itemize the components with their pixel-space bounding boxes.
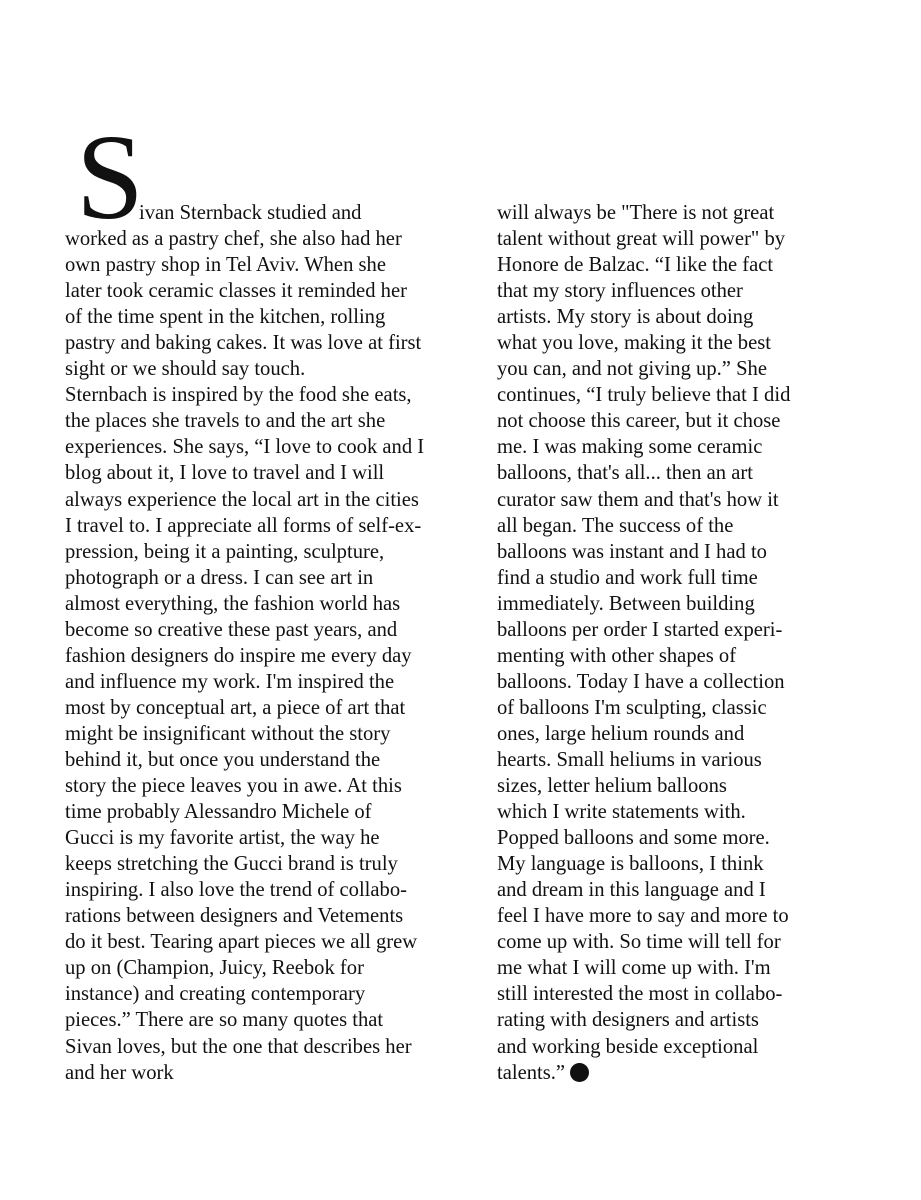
end-mark-icon (570, 1063, 589, 1082)
article-line: me what I will come up with. I'm (497, 957, 771, 980)
article-line: time probably Alessandro Michele of (65, 801, 372, 824)
article-line: most by conceptual art, a piece of art that (65, 696, 406, 719)
article-line: I travel to. I appreciate all forms of self-ex- (65, 514, 422, 537)
article-line: worked as a pastry chef, she also had her (65, 228, 402, 251)
article-line: Sternbach is inspired by the food she eats, (65, 384, 412, 407)
article-line: that my story influences other (497, 280, 743, 303)
drop-cap: S (76, 110, 144, 245)
article-line: continues, “I truly believe that I did (497, 384, 791, 407)
article-line: and working beside exceptional (497, 1035, 759, 1058)
article-line: Gucci is my favorite artist, the way he (65, 827, 380, 850)
article-line: almost everything, the fashion world has (65, 592, 401, 615)
article-line: Sivan loves, but the one that describes her (65, 1035, 412, 1058)
article-line: Honore de Balzac. “I like the fact (497, 254, 774, 277)
article-line: pression, being it a painting, sculpture, (65, 540, 385, 563)
article-line: hearts. Small heliums in various (497, 748, 762, 771)
article-line: sight or we should say touch. (65, 358, 306, 381)
article-line: inspiring. I also love the trend of collabo- (65, 879, 407, 902)
article-line: always experience the local art in the cities (65, 488, 419, 511)
article-line: pastry and baking cakes. It was love at first (65, 332, 422, 355)
article-line: pieces.” There are so many quotes that (65, 1009, 384, 1032)
article-column-left (65, 200, 460, 1086)
article-line: blog about it, I love to travel and I will (65, 462, 385, 485)
article-line: and influence my work. I'm inspired the (65, 670, 395, 693)
article-line: balloons. Today I have a collection (497, 670, 785, 693)
article-line: curator saw them and that's how it (497, 488, 779, 511)
article-line: not choose this career, but it chose (497, 410, 781, 433)
article-line: and her work (65, 1061, 174, 1084)
article-last-line (497, 1060, 857, 1086)
article-line: experiences. She says, “I love to cook and I (65, 436, 425, 459)
article-line: instance) and creating contemporary (65, 983, 366, 1006)
article-line: ones, large helium rounds and (497, 722, 745, 745)
article-line: will always be "There is not great (497, 202, 775, 224)
article-line: do it best. Tearing apart pieces we all grew (65, 931, 418, 954)
article-line: and dream in this language and I (497, 879, 766, 902)
article-line: photograph or a dress. I can see art in (65, 566, 374, 589)
article-line-text: talents.” (497, 1061, 566, 1084)
article-line: behind it, but once you understand the (65, 748, 381, 771)
article-line: own pastry shop in Tel Aviv. When she (65, 254, 386, 277)
article-line: find a studio and work full time (497, 566, 758, 589)
article-line: later took ceramic classes it reminded her (65, 280, 407, 303)
article-line: balloons was instant and I had to (497, 540, 767, 563)
article-line: balloons, that's all... then an art (497, 462, 753, 485)
article-line: immediately. Between building (497, 592, 755, 615)
article-line: still interested the most in collabo- (497, 983, 783, 1006)
article-line: artists. My story is about doing (497, 306, 754, 329)
article-line: rating with designers and artists (497, 1009, 759, 1032)
article-line: up on (Champion, Juicy, Reebok for (65, 957, 364, 980)
article-column-right (497, 200, 857, 1086)
article-line: fashion designers do inspire me every day (65, 644, 412, 667)
article-line: the places she travels to and the art she (65, 410, 386, 433)
article-line: of the time spent in the kitchen, rolling (65, 306, 386, 329)
article-line: rations between designers and Vetements (65, 905, 404, 928)
article-line: come up with. So time will tell for (497, 931, 781, 954)
article-line: of balloons I'm sculpting, classic (497, 696, 767, 719)
article-line: might be insignificant without the story (65, 722, 391, 745)
article-line: balloons per order I started experi- (497, 618, 783, 641)
article-line: you can, and not giving up.” She (497, 358, 767, 381)
article-line: all began. The success of the (497, 514, 734, 537)
article-line: me. I was making some ceramic (497, 436, 763, 459)
article-line: become so creative these past years, and (65, 618, 398, 641)
article-line: story the piece leaves you in awe. At this (65, 775, 402, 798)
article-line: talent without great will power" by (497, 228, 786, 251)
article-line: feel I have more to say and more to (497, 905, 789, 928)
article-line: keeps stretching the Gucci brand is truly (65, 853, 398, 876)
article-line: My language is balloons, I think (497, 853, 764, 876)
article-line: ivan Sternback studied and (139, 202, 362, 224)
article-line: sizes, letter helium balloons (497, 775, 727, 798)
article-line: menting with other shapes of (497, 644, 737, 667)
article-line: Popped balloons and some more. (497, 827, 770, 850)
article-line: what you love, making it the best (497, 332, 771, 355)
article-line: which I write statements with. (497, 801, 746, 824)
